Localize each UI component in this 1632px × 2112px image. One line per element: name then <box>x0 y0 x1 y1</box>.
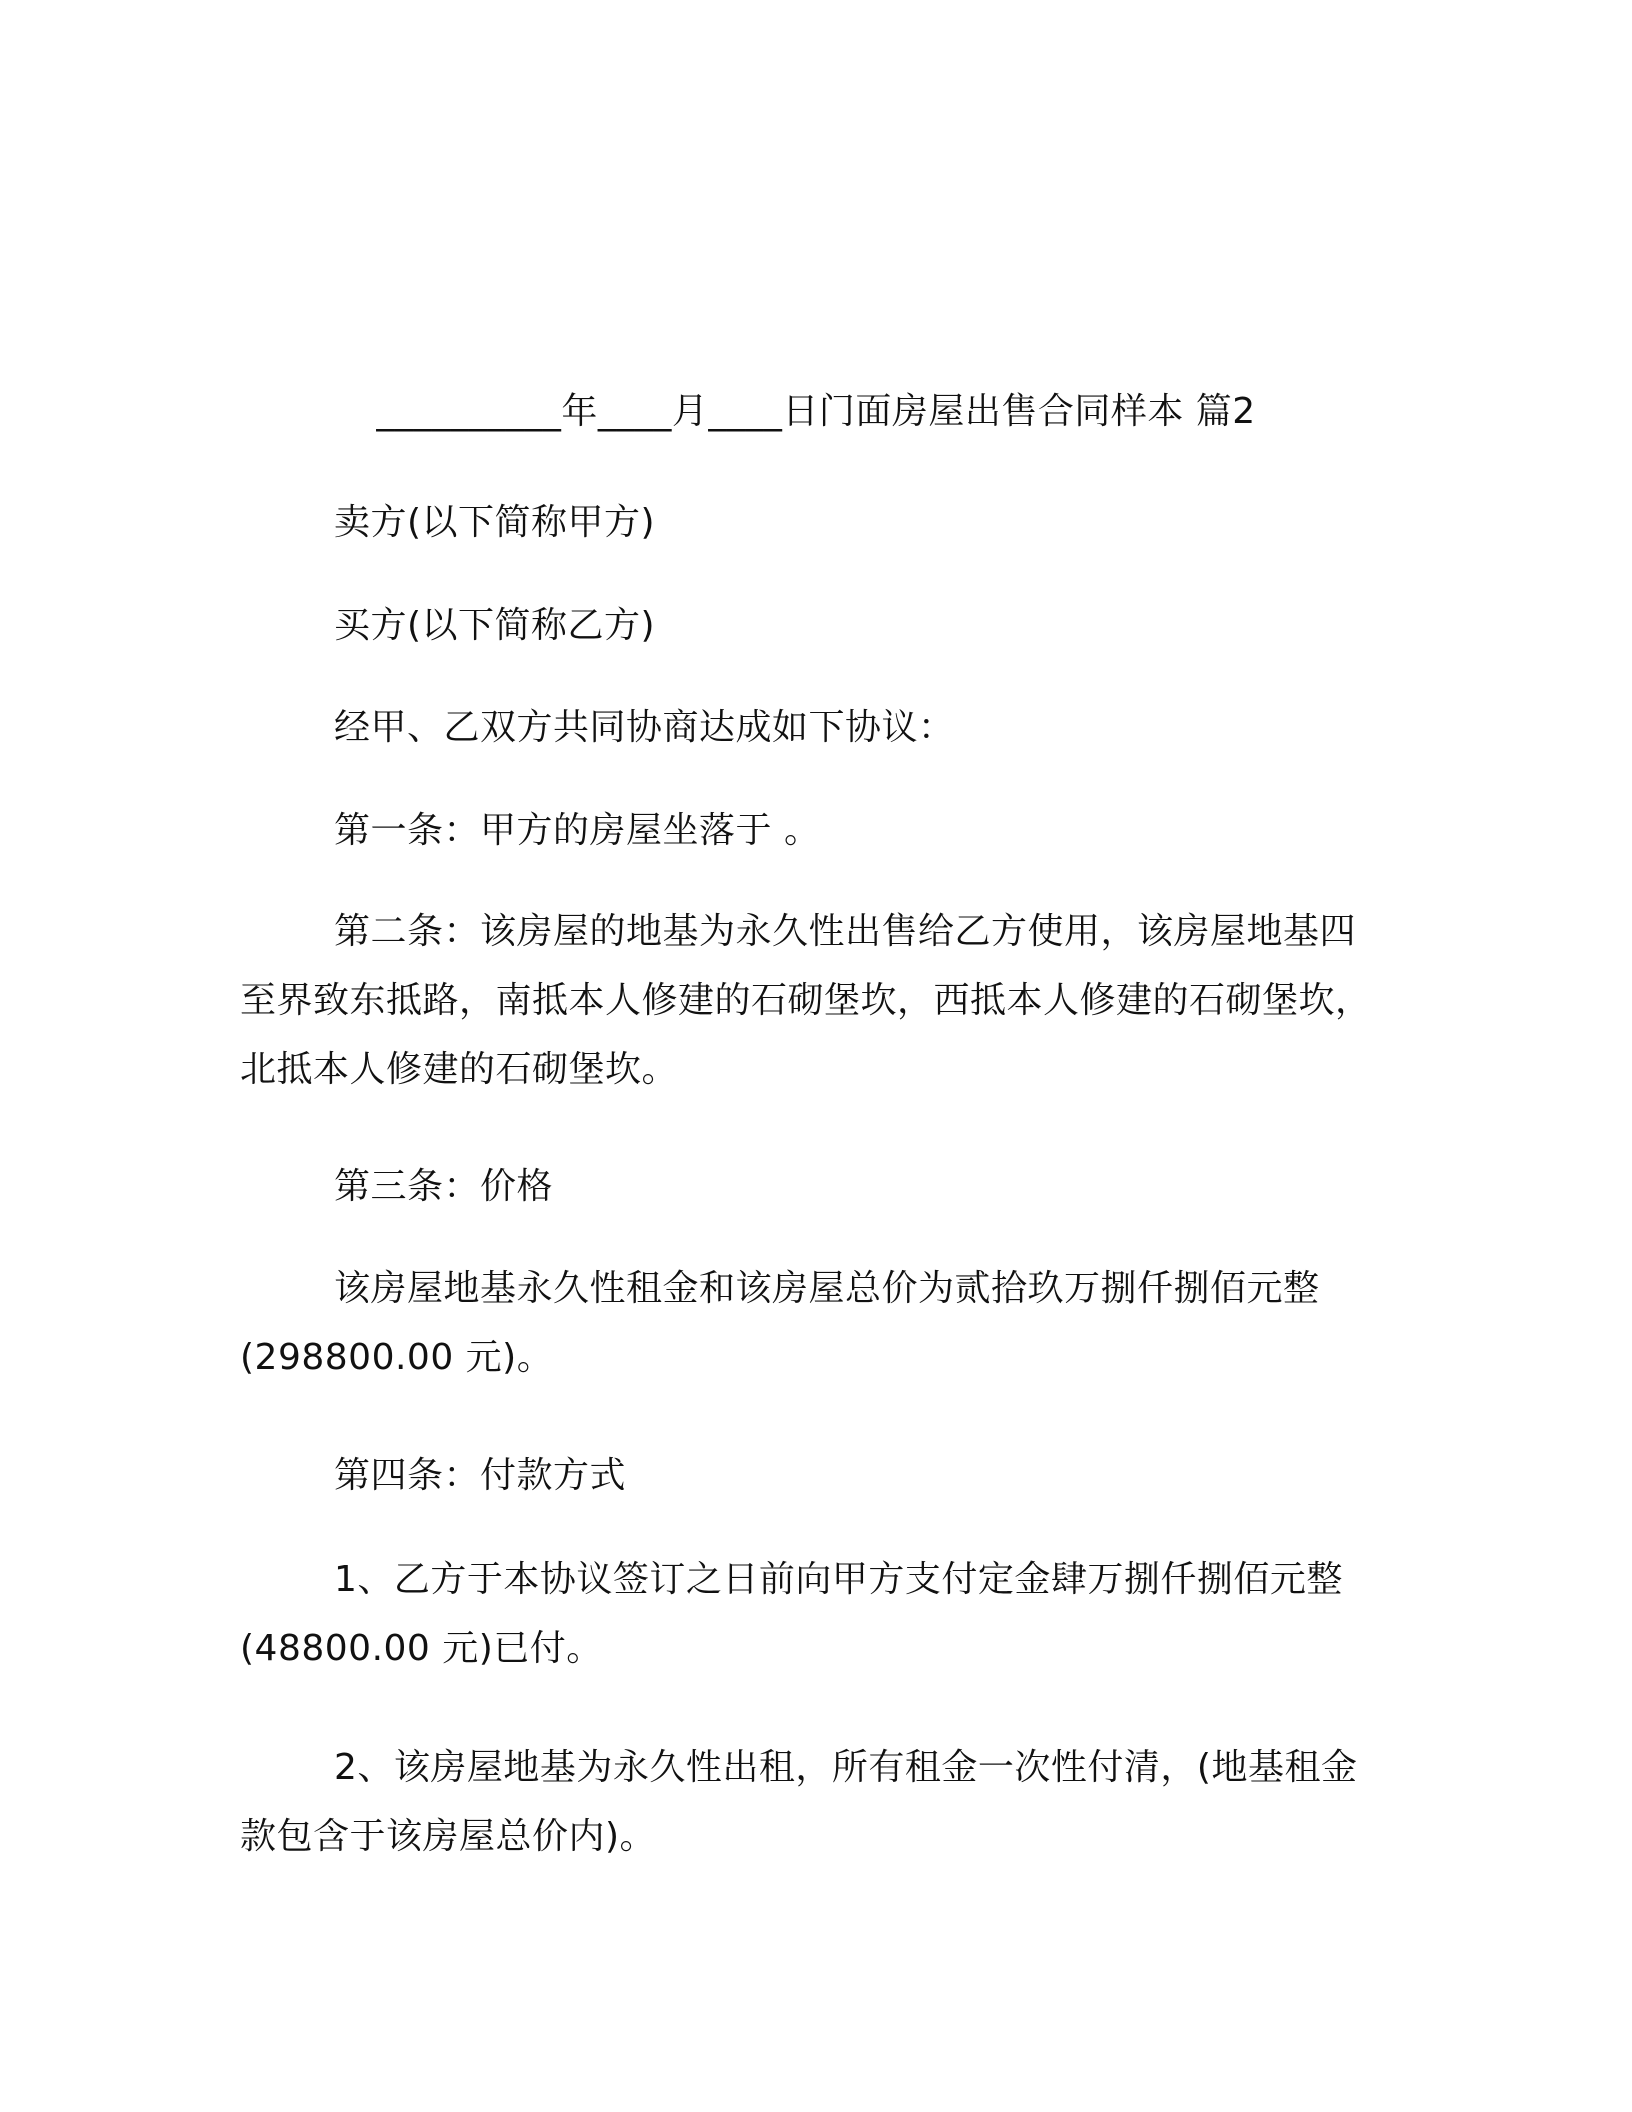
paragraph-payment-2: 2、该房屋地基为永久性出租，所有租金一次性付清，(地基租金款包含于该房屋总价内)。 <box>240 1747 1358 1857</box>
paragraph-agreement-intro: 经甲、乙双方共同协商达成如下协议： <box>334 707 955 748</box>
paragraph-price: 该房屋地基永久性租金和该房屋总价为贰拾玖万捌仟捌佰元整(298800.00 元)。 <box>240 1268 1320 1378</box>
paragraph-buyer: 买方(以下简称乙方) <box>334 605 656 646</box>
paragraph-article-3-heading: 第三条：价格 <box>334 1166 554 1207</box>
paragraph-article-2: 第二条：该房屋的地基为永久性出售给乙方使用，该房屋地基四至界致东抵路，南抵本人修建的石砌堡坎，西抵本人修建的石砌堡坎，北抵本人修建的石砌堡坎。 <box>240 911 1372 1090</box>
paragraph-payment-1: 1、乙方于本协议签订之日前向甲方支付定金肆万捌仟捌佰元整(48800.00 元)已付。 <box>240 1559 1343 1669</box>
document-title: __________年____月____日门面房屋出售合同样本 篇2 <box>376 391 1256 432</box>
paragraph-seller: 卖方(以下简称甲方) <box>334 502 656 543</box>
paragraph-article-4-heading: 第四条：付款方式 <box>334 1455 627 1496</box>
paragraph-article-1: 第一条：甲方的房屋坐落于 。 <box>334 810 821 851</box>
